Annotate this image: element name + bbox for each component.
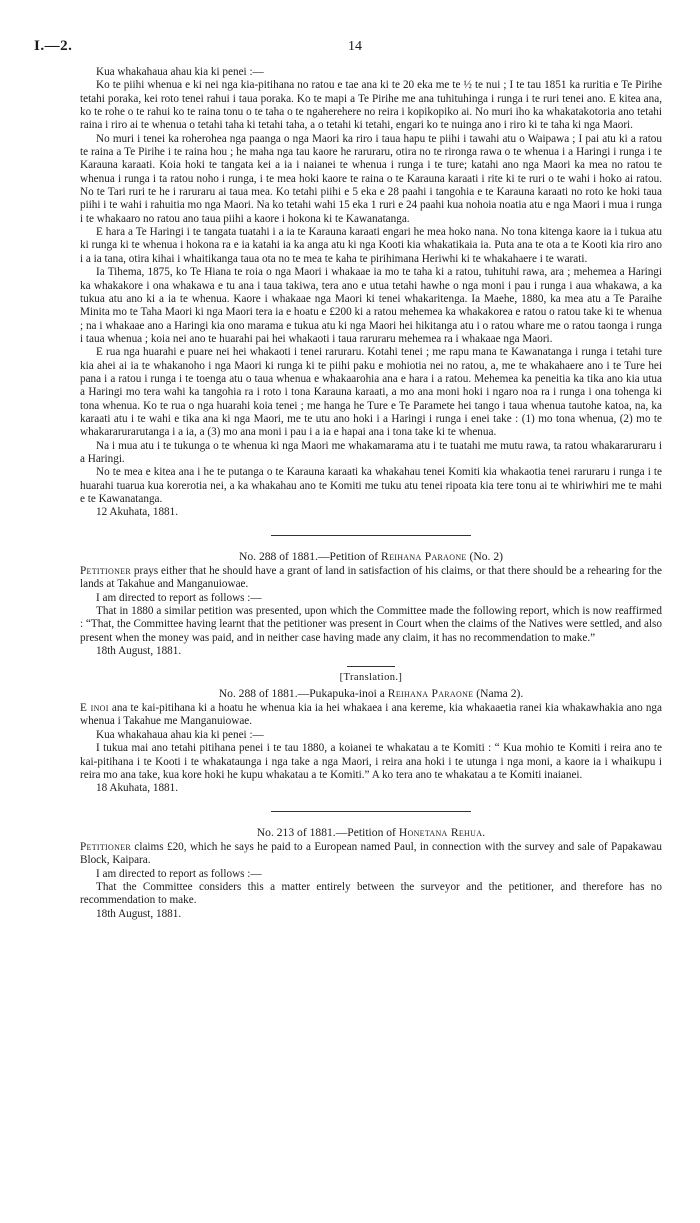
title-prefix: No. 213 of 1881.—Petition of [256, 825, 399, 839]
short-divider [347, 666, 395, 667]
paragraph: Kua whakahaua ahau kia ki penei :— [96, 66, 264, 78]
lead-word: Petitioner [80, 565, 131, 578]
title-prefix: No. 288 of 1881.—Petition of [239, 549, 382, 563]
petition-288-translation [80, 671, 662, 795]
paragraph: No muri i tenei ka roherohea nga paanga o nga Maori ka riro i taua hapu te piihi i tawahi atu o Waipawa ; I pai atu ki a ratou te raina a Te Pirihe i te raina hou ; he maha nga tau kaore he raruraru, otira no te rironga rawa o te whenua i a Haringi i runga i te Karauna karaati. Koia hoki te tangata kei a ia i naianei te whenua i runga i te ture; katahi ano nga Maori ka mea no ratou te whenua i runga i ta ratou noho i runga, i te mea hoki kaore te raina o te Karauna karaati i rite ki te ruri o te wahi i hoko ai ratou. No te Tari ruri te he i raruraru ai taua mea. Ko tetahi piihi e 5 eka e 28 paahi i tangohia e te Karauna karaati no roto ke hoki taua piihi i te wahi i rahuitia mo nga Maori. Na ko tetahi wahi 15 eka 1 ruri e 24 paahi kua nohoia noatia atu e nga Maori i mua i runga i te whakaaro no ratou ano taua piihi a kaore i hokona ki te Kawanatanga. [80, 132, 662, 225]
page-header [34, 38, 662, 66]
petition-288 [80, 550, 662, 659]
page-number: 14 [348, 39, 362, 54]
translation-label: [Translation.] [339, 672, 403, 684]
paragraph: No te mea e kitea ana i he te putanga o te Karauna karaati ka whakahau tenei Komiti kia whakaotia tenei raruraru i runga i te huarahi tuarua kua korerotia nei, a ka whakahau ano te Komiti me tuku atu tenei ripoata kia tere tonu ai te whiriwhiri me te mahi e te Kawanatanga. [80, 466, 662, 505]
title-suffix: (No. 2) [466, 549, 503, 563]
title-suffix: (Nama 2). [473, 686, 524, 700]
petition-213 [80, 826, 662, 921]
directed-line: I am directed to report as follows :— [96, 867, 262, 880]
directed-line: I am directed to report as follows :— [96, 591, 262, 604]
committee-report: That in 1880 a similar petition was presented, upon which the Committee made the following report, which is now reaffirmed : “That, the Committee having learnt that the petitioner was present in Court when the claims of the Natives were settled, and also present when the money was paid, and in neither case having made any claim, it has no recommendation to make.” [80, 605, 662, 644]
paragraph: E rua nga huarahi e puare nei hei whakaoti i tenei raruraru. Kotahi tenei ; me rapu mana te Kawanatanga i runga i tetahi ture kia ahei ai ia te whakanoho i nga Maori ki runga ki te piihi paku e mohiotia nei no ratou, a, me te whakahaere ano i te Ture hei pana i a ratou i runga i te toenga atu o taua whenua e whakaarohia ana e hara i a ratou. Mehemea ka peneitia ka tika ano kia utua a Haringi mo tera wahi ka tangohia ra i roto i tona Karauna karaati, a mo ana moni hoki i ngaro noa ra i runga i ona tohenga ki tona whenua. Ko te rua o nga huarahi koia tenei ; me hanga he Ture e Te Paramete hei tango i taua whenua tautohe katoa, na, ka karaati atu i te wahi e tika ana ki nga Maori, me te utu ano hoki i a Haringi i runga i enei take : (1) mo tona whenua, (2) mo te whakararurarutanga i a ia, a (3) mo ana moni i pau i a ia e hapai ana i tona take ki te whenua. [80, 346, 662, 439]
report-maori-continued [80, 66, 662, 520]
paragraph: Ko te piihi whenua e ki nei nga kia-pitihana no ratou e tae ana ki te 20 eka me te ½ te nui ; I te tau 1851 ka ruritia e Te Pirihe tetahi poraka, kei roto tenei rahui i taua poraka. Ko te mapi a Te Pirihe me ana tuhituhinga i runga i te ruri tenei ano. E kitea ana, ko te rohe o te rahui ko te raina tonu o te taha o te ngaherehere no reira i kopikopiko ai. No muri iho ka whakatakotoria ano tetahi raina i riro ai te whenua o tetahi taha ki tetahi taha, a o tetahi ki tetahi, engari ko te nuinga ano i riro ki te taha ki nga Maori. [80, 79, 662, 132]
paper-reference: I.—2. [34, 38, 73, 54]
prayer-text: ana te kai-pitihana ki a hoatu he whenua kia ia hei whakaea i ana kereme, kia whakaaetia ranei kia whakawhakia ano nga whenua i Takahue me Manganuiowae. [80, 702, 662, 728]
petition-prayer [80, 702, 662, 729]
report-date: 18th August, 1881. [96, 907, 182, 920]
petition-prayer [80, 565, 662, 592]
report-date: 18th August, 1881. [96, 645, 182, 658]
committee-report: I tukua mai ano tetahi pitihana penei i te tau 1880, a koianei te whakatau a te Komiti : “ Kua mohio te Komiti i reira ano te kai-pitihana i te Kooti i te whakataunga i nga take a nga Maori, i reira ana hoki i te utunga i nga moni, a kaore ia i whaikupu i reira mo ana take, kua kore hoki he kupu whakatau a te Komiti.” A ko tera ano te whakatau a te Komiti inaianei. [80, 742, 662, 781]
petition-title [80, 687, 662, 700]
lead-word: Petitioner [80, 840, 131, 853]
directed-line: Kua whakahaua ahau kia ki penei :— [96, 728, 264, 741]
petitioner-name: Honetana Rehua [398, 825, 483, 839]
prayer-text: prays either that he should have a grant of land in satisfaction of his claims, or that there should be a rehearing for the lands at Takahue and Manganuiowae. [80, 565, 662, 591]
committee-report: That the Committee considers this a matter entirely between the surveyor and the petitioner, and therefore has no recommendation to make. [80, 880, 662, 907]
paragraph: E hara a Te Haringi i te tangata tuatahi i a ia te Karauna karaati engari he mea hoko nana. No tona kitenga kaore ia i tukua atu ki runga ki te whenua i hokona ra e ia katahi ia ka anga atu ki nga Kooti kia whakatikaia ia. Puta ana te ota a te Kooti kia riro ano i a ia tana, otira kihai i whaitikanga taua ota no te mea te kaha te pirihimana Heriwhi ki te whakahaere i te warati. [80, 226, 662, 265]
petition-prayer [80, 841, 662, 868]
prayer-text: claims £20, which he says he paid to a European named Paul, in connection with the survey and sale of Papakawau Block, Kaipara. [80, 840, 662, 867]
title-suffix: . [482, 825, 486, 839]
petition-title [80, 550, 662, 563]
report-date: 12 Akuhata, 1881. [96, 506, 179, 519]
paragraph: Ia Tihema, 1875, ko Te Hiana te roia o nga Maori i whakaae ia mo te taha ki a ratou, tuhituhi rawa, ara ; mehemea a Haringi ka whakakore i ona whakawa e tu ana i taua takiwa, tera ano e utua tetahi hawhe o nga moni i pau i runga i aua whakawa, a ka tukua atu ano ki a ia te whenua. Kaore i whakaae nga Maori ki tenei whakaritenga. Ia Maehe, 1880, ka mea atu a Te Paraihe Minita mo te Taha Maori ki nga Maori tera ia e hoatu e £200 ki a ratou mehemea ka whakakorea e ratou o ratou take ki te whenua ; na i whakaae ano a Haringi kia ono marama e tukua atu ki nga Maori hei hikitanga atu i o ratou whare me o ratou taonga i runga i taua whenua ; koia nei ano te huarahi pai hei whakaoti i taua raruraru mehemea ra i whakaae nga Maori. [80, 266, 662, 345]
title-prefix: No. 288 of 1881.—Pukapuka-inoi a [218, 686, 388, 700]
report-date: 18 Akuhata, 1881. [96, 782, 179, 795]
lead-word: E inoi [80, 702, 109, 715]
petitioner-name: Reihana Paraone [387, 686, 474, 700]
petitioner-name: Reihana Paraone [381, 549, 467, 563]
paragraph: Na i mua atu i te tukunga o te whenua ki nga Maori me whakamarama atu i te tuatahi me mutu rawa, ta ratou whakararuraru i a Haringi. [80, 439, 662, 465]
section-divider [271, 535, 471, 536]
petition-title [80, 826, 662, 839]
section-divider [271, 811, 471, 812]
